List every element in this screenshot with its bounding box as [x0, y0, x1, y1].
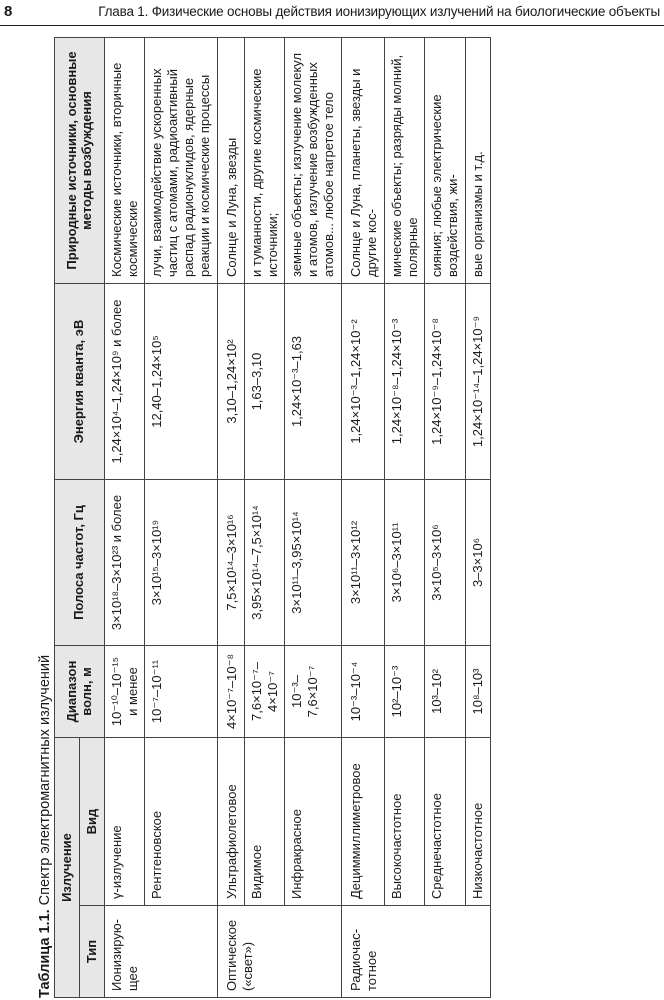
- energy-cell: 1,24×10⁻¹⁴–1,24×10⁻⁹: [466, 284, 491, 480]
- frequency-cell: 3×10⁶–3×10¹¹: [384, 480, 425, 646]
- kind-cell: Высокочастотное: [384, 738, 425, 906]
- frequency-cell: 3×10¹¹–3,95×10¹⁴: [285, 480, 342, 646]
- frequency-cell: 3×10¹⁵–3×10¹⁹: [145, 480, 217, 646]
- kind-cell: Рентгеновское: [145, 738, 217, 906]
- energy-cell: 1,24×10⁻⁸–1,24×10⁻³: [384, 284, 425, 480]
- sources-cell: мические объекты; разряды молний, полярные: [384, 38, 425, 284]
- energy-cell: 1,63–3,10: [244, 284, 285, 480]
- kind-cell: Дециммиллиметровое: [342, 738, 385, 906]
- energy-cell: 1,24×10⁻³–1,24×10⁻²: [342, 284, 385, 480]
- sources-cell: Солнце и Луна, звезды: [217, 38, 244, 284]
- table-row: [244, 38, 285, 998]
- sources-cell: Солнце и Луна, планеты, звезды и другие кос-: [342, 38, 385, 284]
- header-sources: Природные источники, основные методы возбуждения: [55, 38, 105, 284]
- type-cell: Оптическое («свет»): [217, 906, 341, 998]
- frequency-cell: 7,5×10¹⁴–3×10¹⁶: [217, 480, 244, 646]
- table-row: [104, 38, 145, 998]
- wavelength-cell: 10⁻¹⁰–10⁻¹⁵ и менее: [104, 646, 145, 738]
- type-cell: Радиочас-тотное: [342, 906, 491, 998]
- table-row: [384, 38, 425, 998]
- wavelength-cell: 10⁻⁷–10⁻¹¹: [145, 646, 217, 738]
- sources-cell: Космические источники, вторичные космические: [104, 38, 145, 284]
- header-frequency: Полоса частот, Гц: [55, 480, 105, 646]
- table-row: [145, 38, 217, 998]
- running-header: [0, 0, 664, 26]
- spectrum-table: [54, 37, 491, 998]
- kind-cell: Инфракрасное: [285, 738, 342, 906]
- running-head-title: Глава 1. Физические основы действия ионизирующих излучений на биологические объекты: [98, 4, 660, 19]
- sources-cell: сияния; любые электрические воздействия, жи-: [425, 38, 466, 284]
- sources-cell: и туманности, другие космические источники;: [244, 38, 285, 284]
- sources-cell: вые организмы и т.д.: [466, 38, 491, 284]
- wavelength-cell: 10²–10⁻³: [384, 646, 425, 738]
- frequency-cell: 3×10⁵–3×10⁶: [425, 480, 466, 646]
- sources-cell: земные объекты; излучение молекул и атомов, излучение возбужденных атомов... любое нагретое тело: [285, 38, 342, 284]
- table-caption-label: Таблица 1.1.: [37, 909, 53, 998]
- header-energy: Энергия кванта, эВ: [55, 284, 105, 480]
- header-radiation: Излучение: [55, 738, 80, 998]
- kind-cell: Ультрафиолетовое: [217, 738, 244, 906]
- table-row: [285, 38, 342, 998]
- table-row: [342, 38, 385, 998]
- type-cell: Ионизирую-щее: [104, 906, 217, 998]
- header-wavelength: Диапазон волн, м: [55, 646, 105, 738]
- page-number: 8: [4, 3, 13, 20]
- table-row: [425, 38, 466, 998]
- table-row: [466, 38, 491, 998]
- frequency-cell: 3×10¹⁸–3×10²³ и более: [104, 480, 145, 646]
- kind-cell: Видимое: [244, 738, 285, 906]
- energy-cell: 1,24×10⁻⁹–1,24×10⁻⁸: [425, 284, 466, 480]
- kind-cell: γ-излучение: [104, 738, 145, 906]
- table-caption-text: Спектр электромагнитных излучений: [37, 654, 53, 906]
- wavelength-cell: 10³–10²: [425, 646, 466, 738]
- wavelength-cell: 4×10⁻⁷–10⁻⁸: [217, 646, 244, 738]
- kind-cell: Низкочастотное: [466, 738, 491, 906]
- wavelength-cell: 10⁻³–10⁻⁴: [342, 646, 385, 738]
- sources-cell: лучи, взаимодействие ускоренных частиц с атомами, радиоактивный распад радионуклидов, ядерные реакции и космические процессы: [145, 38, 217, 284]
- rotated-table-area: [30, 38, 660, 998]
- wavelength-cell: 10⁸–10³: [466, 646, 491, 738]
- energy-cell: 1,24×10⁴–1,24×10⁹ и более: [104, 284, 145, 480]
- wavelength-cell: 7,6×10⁻⁷–4×10⁻⁷: [244, 646, 285, 738]
- header-type: Тип: [79, 906, 104, 998]
- energy-cell: 3,10–1,24×10²: [217, 284, 244, 480]
- frequency-cell: 3×10¹¹–3×10¹²: [342, 480, 385, 646]
- table-row: [217, 38, 244, 998]
- kind-cell: Среднечастотное: [425, 738, 466, 906]
- header-kind: Вид: [79, 738, 104, 906]
- energy-cell: 12,40–1,24×10⁵: [145, 284, 217, 480]
- wavelength-cell: 10⁻³–7,6×10⁻⁷: [285, 646, 342, 738]
- frequency-cell: 3,95×10¹⁴–7,5×10¹⁴: [244, 480, 285, 646]
- frequency-cell: 3–3×10⁶: [466, 480, 491, 646]
- energy-cell: 1,24×10⁻³–1,63: [285, 284, 342, 480]
